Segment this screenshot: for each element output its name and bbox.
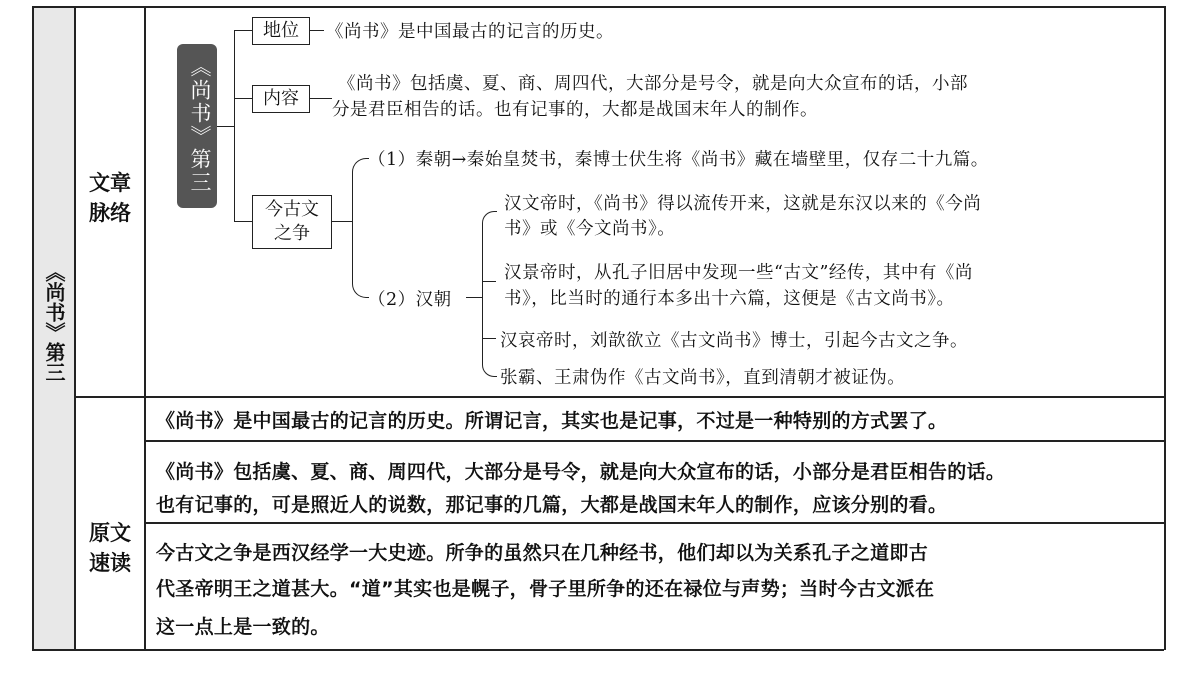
han-item-2-line2: 书》，比当时的通行本多出十六篇，这便是《古文尚书》。 xyxy=(504,289,955,309)
reading-row-3-line3: 这一点上是一致的。 xyxy=(156,616,330,638)
section-label-reading: 原文 速读 xyxy=(89,521,131,575)
node-content-text-1: 《尚书》包括虞、夏、商、周四代，大部分是号令，就是向大众宣布的话，小部 xyxy=(338,74,968,94)
node-dispute-label: 今古文 之争 xyxy=(252,195,332,249)
han-item-2-line1: 汉景帝时，从孔子旧居中发现一些“古文”经传，其中有《尚 xyxy=(504,263,973,283)
reading-row-3-line1: 今古文之争是西汉经学一大史迹。所争的虽然只在几种经书，他们却以为关系孔子之道即古 xyxy=(156,542,929,564)
han-item-3: 汉哀帝时，刘歆欲立《古文尚书》博士，引起今古文之争。 xyxy=(500,331,968,351)
reading-row-3-line2: 代圣帝明王之道甚大。“道”其实也是幌子，骨子里所争的还在禄位与声势；当时今古文派在 xyxy=(156,578,935,600)
node-content-text-2: 分是君臣相告的话。也有记事的，大都是战国末年人的制作。 xyxy=(332,100,818,120)
reading-row-2-line2: 也有记事的，可是照近人的说数，那记事的几篇，大都是战国末年人的制作，应该分别的看。 xyxy=(156,494,948,516)
node-han-label: （2）汉朝 xyxy=(368,290,452,310)
title-badge: 《尚书》第三 xyxy=(177,44,217,208)
han-item-1-line2: 书》或《今文尚书》。 xyxy=(504,219,676,239)
han-item-4: 张霸、王肃伪作《古文尚书》，直到清朝才被证伪。 xyxy=(500,368,906,388)
han-item-1-line1: 汉文帝时，《尚书》得以流传开来，这就是东汉以来的《今尚 xyxy=(504,194,982,214)
node-status-label: 地位 xyxy=(252,17,310,45)
reading-row-1: 《尚书》是中国最古的记言的历史。所谓记言，其实也是记事，不过是一种特别的方式罢了。 xyxy=(156,410,948,432)
reading-row-2-line1: 《尚书》包括虞、夏、商、周四代，大部分是号令，就是向大众宣布的话，小部分是君臣相告的话。 xyxy=(156,461,1006,483)
node-content-label: 内容 xyxy=(252,85,310,113)
section-label-structure: 文章 脉络 xyxy=(89,171,131,225)
node-status-text: 《尚书》是中国最古的记言的历史。 xyxy=(326,22,614,42)
left-column-title: 《尚书》第三 xyxy=(42,262,66,382)
node-qin-text: （1）秦朝→秦始皇焚书，秦博士伏生将《尚书》藏在墙壁里，仅存二十九篇。 xyxy=(368,150,989,170)
